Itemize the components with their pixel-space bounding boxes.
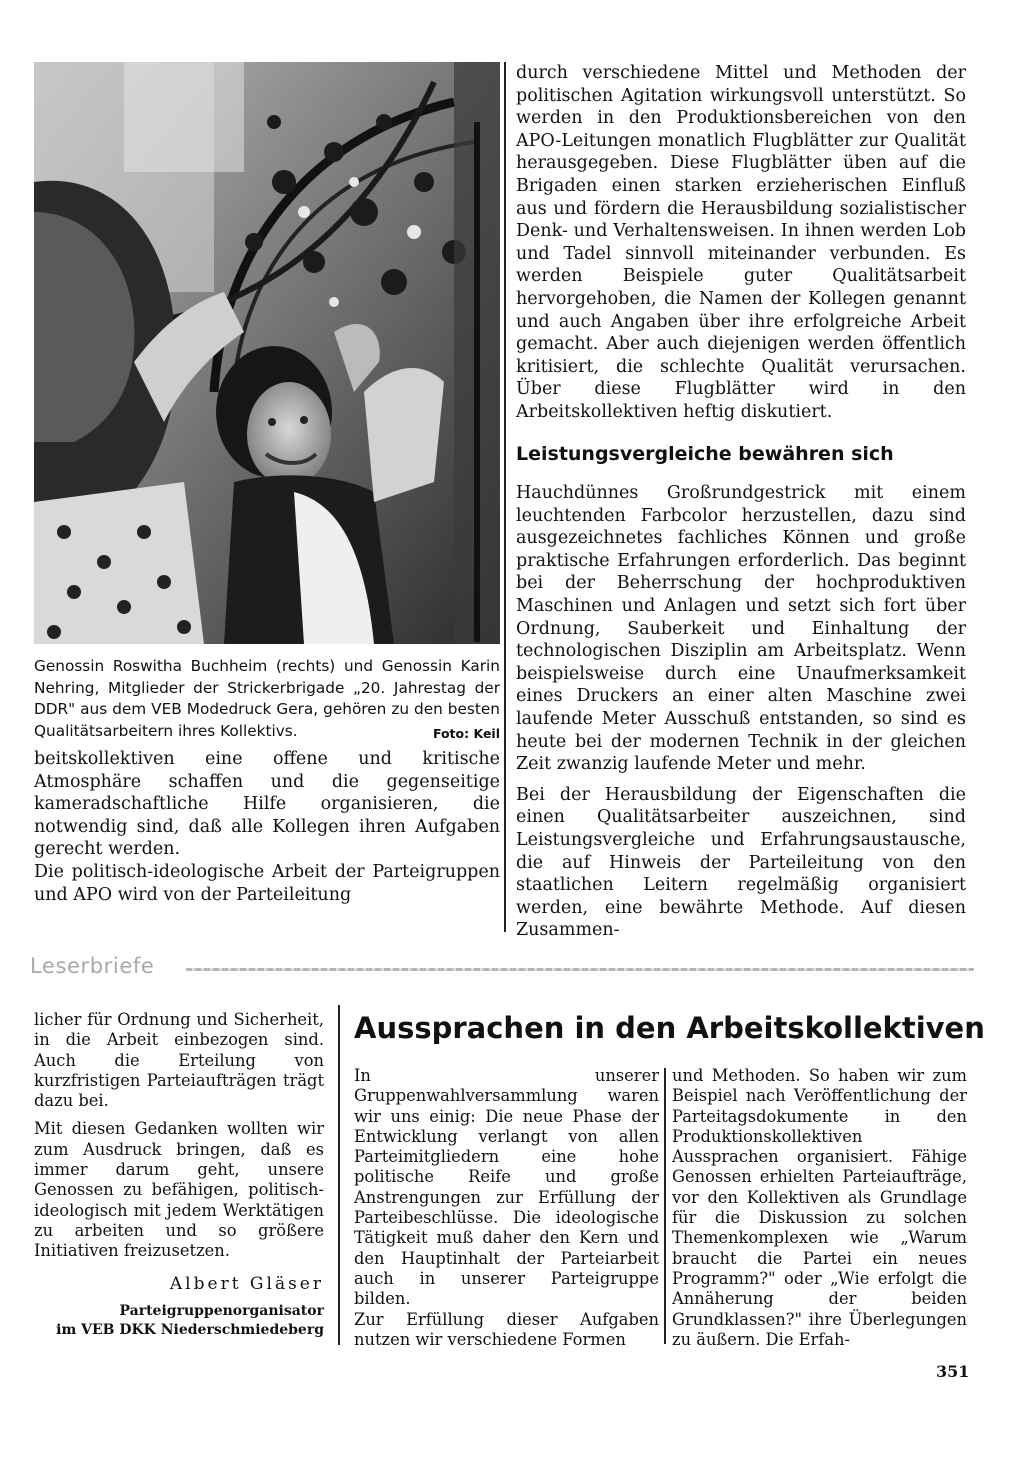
- author-role-line-1: Parteigruppenorganisator: [119, 1303, 324, 1319]
- article-col1-paragraph-2: Zur Erfüllung dieser Aufgaben nutzen wir verschiedene Formen: [354, 1309, 659, 1349]
- letter-paragraph-2: Mit diesen Gedanken wollten wir zum Ausdruck bringen, daß es immer darum geht, unsere Genossen zu befähigen, politisch-ideologisch mit jedem Werktätigen zu arbeiten und so größere Initiativen freizusetzen.: [34, 1119, 324, 1261]
- left-column-text: [34, 748, 500, 906]
- left-paragraph-2: Die politisch-ideologische Arbeit der Parteigruppen und APO wird von der Parteileitung: [34, 861, 500, 905]
- article-column-divider: [664, 1068, 666, 1344]
- author-role-line-2: im VEB DKK Niederschmiedeberg: [56, 1322, 324, 1338]
- photo-caption: [34, 656, 500, 742]
- photo-two-women-knitting-machine-icon: [34, 62, 500, 644]
- article-column-1: [354, 1066, 659, 1350]
- section-label-leserbriefe: Leserbriefe: [30, 954, 155, 978]
- letter-author: Albert Gläser: [169, 1274, 324, 1294]
- right-column-text-2: [516, 482, 966, 942]
- letter-author-role: [34, 1302, 324, 1340]
- section-separator-line: [186, 968, 974, 971]
- column-divider: [504, 62, 506, 932]
- letter-divider: [338, 1005, 340, 1345]
- article-column-2: [672, 1066, 967, 1350]
- letter-paragraph-1: licher für Ordnung und Sicherheit, in die Arbeit einbezogen sind. Auch die Erteilung von kurzfristigen Parteiaufträgen trägt dazu bei.: [34, 1010, 324, 1111]
- article-photo: [34, 62, 500, 644]
- article-col2-paragraph-1: und Methoden. So haben wir zum Beispiel nach Veröffentlichung der Parteitagsdokumente in den Produktionskollektiven Aussprachen organisiert. Fähige Genossen erhielten Parteiaufträge, vor den Kollektiven als Grundlage für die Diskussion zu solchen Themenkomplexen wie „Warum braucht die Partei ein neues Programm?" oder „Wie erfolgt die Annäherung der beiden Grundklassen?" ihre Überlegungen zu äußern. Die Erfah-: [672, 1066, 967, 1349]
- page-number: 351: [936, 1362, 970, 1381]
- article-title: Aussprachen in den Arbeitskollektiven: [354, 1011, 985, 1045]
- right-paragraph-3: Bei der Herausbildung der Eigenschaften die einen Qualitätsarbeiter auszeichnen, sind Leistungsvergleiche und Erfahrungsaustausche, die auf Hinweis der Parteileitung von den staatlichen Leitern regelmäßig organisiert werden, eine bewährte Methode. Auf diesen Zusammen-: [516, 784, 966, 941]
- right-paragraph-2: Hauchdünnes Großrundgestrick mit einem leuchtenden Farbcolor herzustellen, dazu sind ausgezeichnetes fachliches Können und große praktische Erfahrungen erforderlich. Das beginnt bei der Beherrschung der hochproduktiven Maschinen und Anlagen und setzt sich fort über Ordnung, Sauberkeit und Einhaltung der technologischen Disziplin am Arbeitsplatz. Wenn beispielsweise durch eine Unaufmerksamkeit eines Druckers an einer alten Maschine zwei laufende Meter Ausschuß entstanden, so sind es heute bei der modernen Technik in der gleichen Zeit zwanzig laufende Meter und mehr.: [516, 483, 966, 775]
- photo-credit: Foto: Keil: [432, 726, 500, 741]
- right-column-text: [516, 62, 966, 424]
- left-paragraph-1: beitskollektiven eine offene und kritische Atmosphäre schaffen und die gegenseitige kameradschaftliche Hilfe organisieren, die notwendig sind, daß alle Kollegen ihren Aufgaben gerecht werden.: [34, 749, 500, 860]
- section-heading: Leistungsvergleiche bewähren sich: [516, 443, 894, 465]
- article-col1-paragraph-1: In unserer Gruppenwahlversammlung waren wir uns einig: Die neue Phase der Entwicklung verlangt von allen Parteimitgliedern eine hohe politische Reife und große Anstrengungen zur Erfüllung der Parteibeschlüsse. Die ideologische Tätigkeit muß daher den Kern und den Hauptinhalt der Parteiarbeit auch in unserer Parteigruppe bilden.: [354, 1066, 659, 1309]
- right-paragraph-1: durch verschiedene Mittel und Methoden der politischen Agitation wirkungsvoll unterstützt. So werden in den Produktionsbereichen von den APO-Leitungen monatlich Flugblätter zur Qualität herausgegeben. Diese Flugblätter üben auf die Brigaden einen starken erzieherischen Einfluß aus und fördern die Herausbildung sozialistischer Denk- und Verhaltensweisen. In ihnen werden Lob und Tadel sinnvoll miteinander verbunden. Es werden Beispiele guter Qualitätsarbeit hervorgehoben, die Namen der Kollegen genannt und auch Angaben über ihre erfolgreiche Arbeit gemacht. Aber auch diejenigen werden öffentlich kritisiert, die schlechte Qualität verursachen. Über diese Flugblätter wird in den Arbeitskollektiven heftig diskutiert.: [516, 63, 966, 422]
- caption-text: Genossin Roswitha Buchheim (rechts) und Genossin Karin Nehring, Mitglieder der Strickerbrigade „20. Jahrestag der DDR" aus dem VEB Modedruck Gera, gehören zu den besten Qualitätsarbeitern ihres Kollektivs.: [34, 657, 500, 740]
- letter-text: [34, 1010, 324, 1262]
